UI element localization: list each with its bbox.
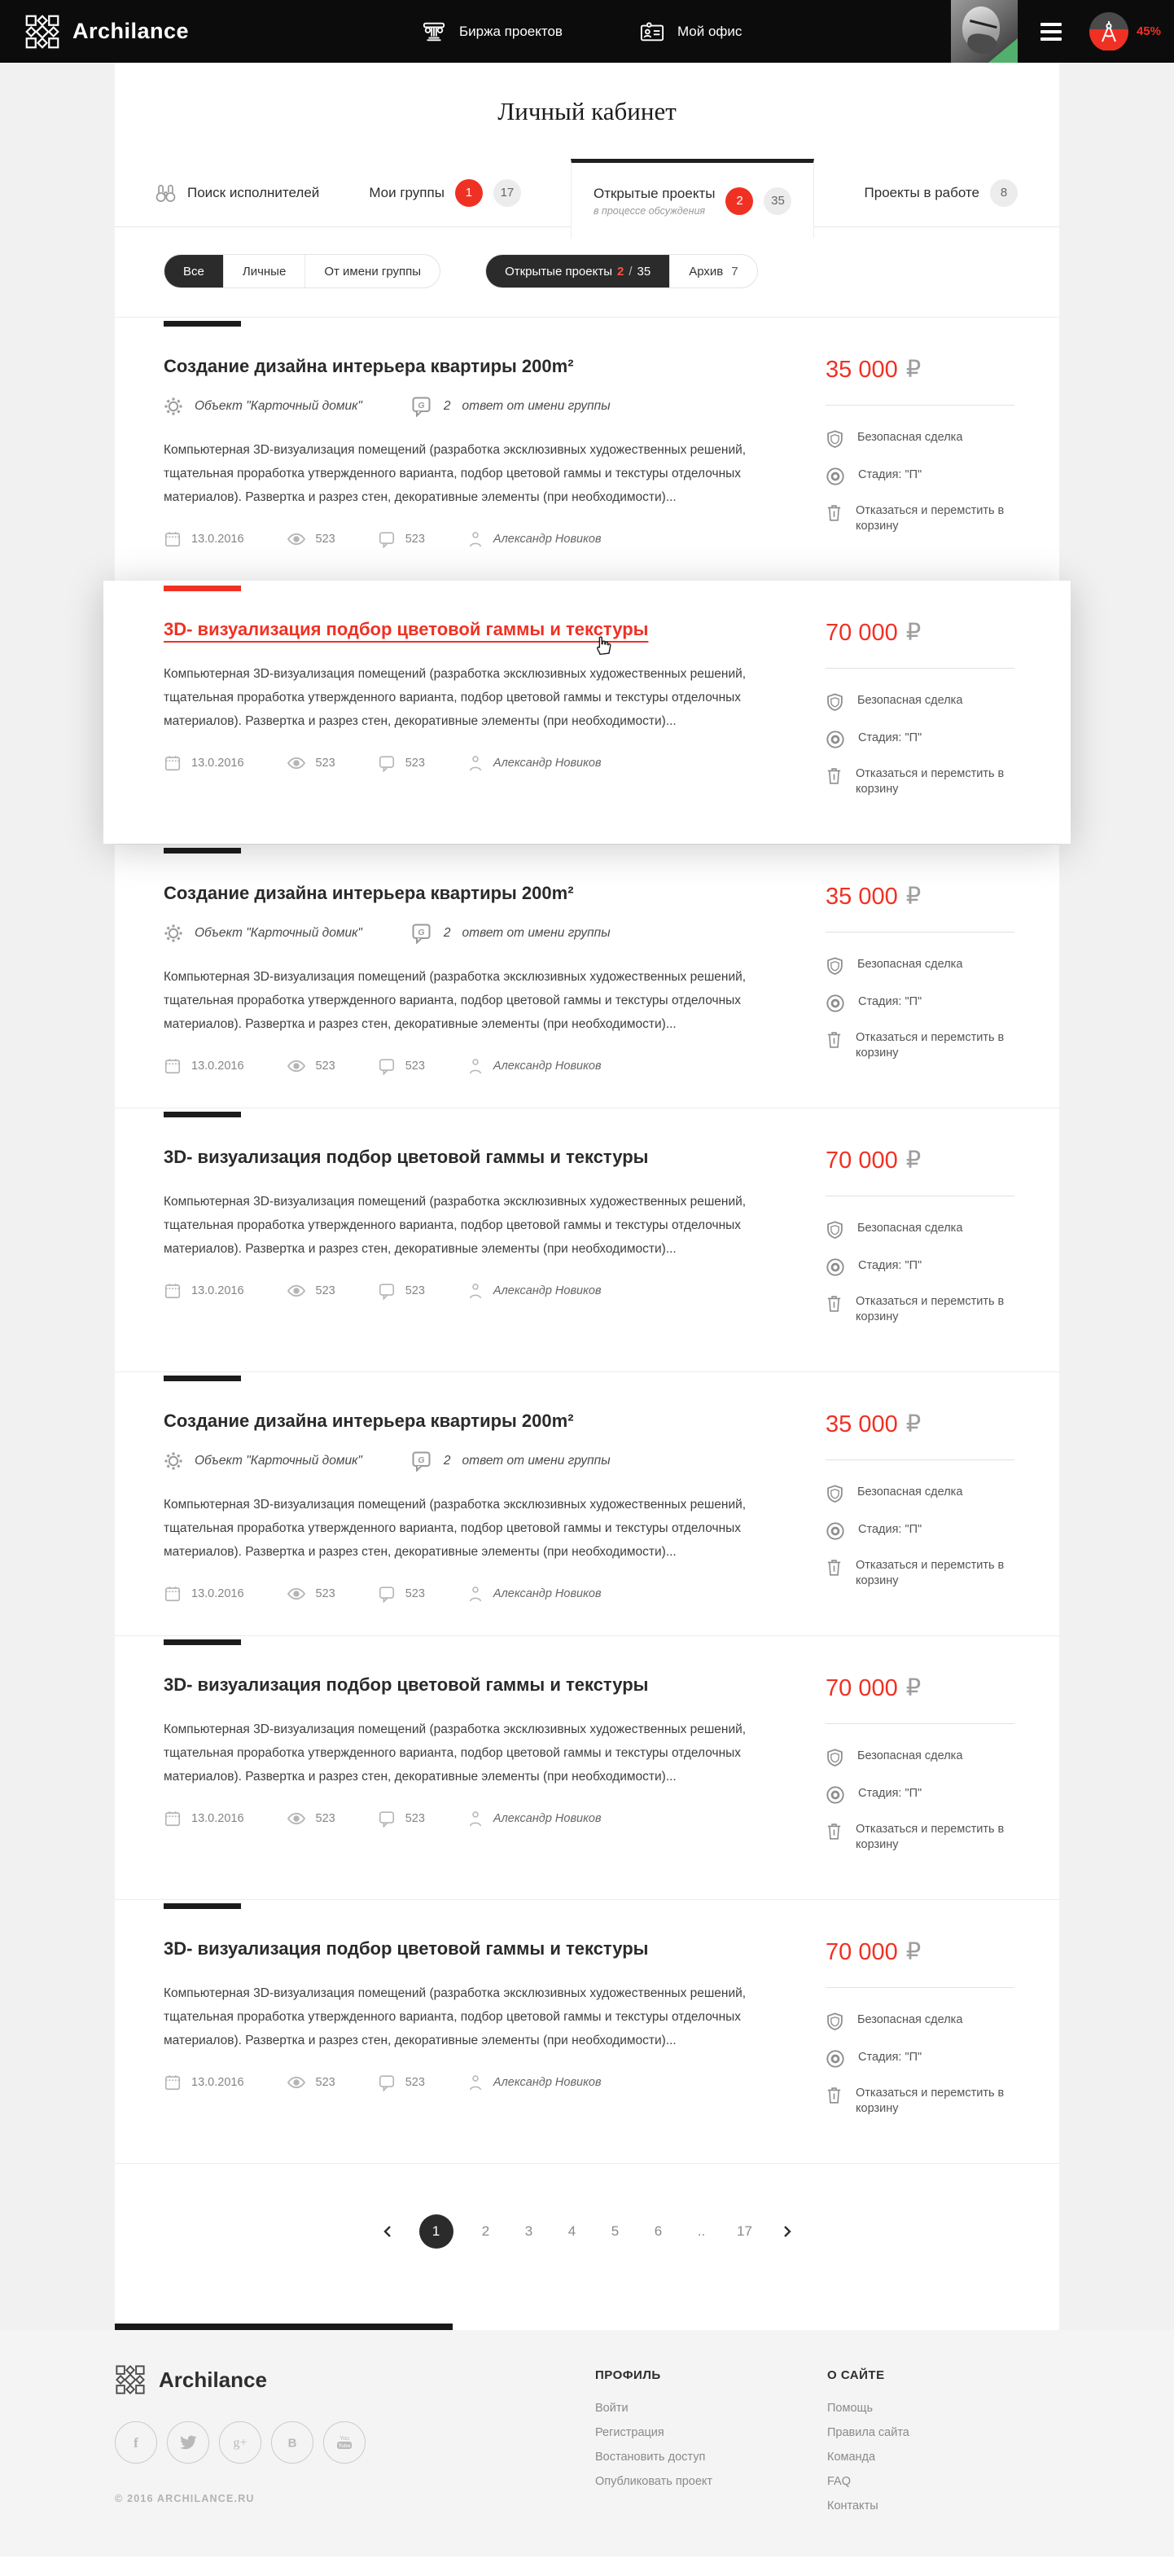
shield-icon (826, 1748, 844, 1769)
open-count-new: 2 (616, 264, 624, 279)
bank-icon (422, 20, 446, 44)
stage-target-icon (826, 467, 845, 486)
filter-all[interactable]: Все (164, 255, 223, 287)
card-meta-row (164, 396, 795, 417)
stage-target-icon (826, 730, 845, 749)
project-description: Компьютерная 3D-визуализация помещений (разработка эксклюзивных художественных решений, тщательная проработка утвержденного варианта, подбор цветовой гаммы и текстуры отделочных материалов). Развертка и разрез стен, декоративные элементы (при необходимости)... (164, 1986, 747, 2047)
project-price: 70 000 ₽ (826, 620, 922, 646)
calendar-icon (164, 1810, 182, 1828)
eye-icon (287, 756, 306, 770)
group-reply-bubble-icon (411, 923, 432, 944)
pagination-page[interactable]: 3 (524, 2223, 533, 2239)
tab-projects-in-work[interactable] (865, 179, 1018, 207)
trash-icon (826, 766, 843, 786)
calendar-icon (164, 530, 182, 548)
feature-safe-deal: Безопасная сделка (826, 957, 1014, 977)
comment-icon (378, 1810, 396, 1828)
publish-date: 13.0.2016 (164, 1282, 244, 1300)
project-title-link[interactable]: Создание дизайна интерьера квартиры 200m² (164, 1411, 574, 1431)
side-divider (826, 932, 1014, 933)
twitter-icon[interactable] (167, 2421, 209, 2464)
project-author[interactable]: Александр Новиков (467, 754, 602, 772)
comments-count[interactable]: 523 (378, 1282, 425, 1300)
project-card (103, 581, 1071, 844)
views-count: 523 (287, 532, 335, 546)
social-links (115, 2421, 595, 2464)
filter-on-behalf-of-group[interactable]: От имени группы (304, 255, 440, 287)
svg-text:В: В (287, 2436, 297, 2451)
stage-target-icon (826, 2049, 845, 2069)
project-price: 70 000 ₽ (826, 1939, 922, 1965)
calendar-icon (164, 1282, 182, 1300)
gear-icon (164, 1451, 183, 1471)
svg-text:G: G (418, 928, 425, 937)
views-count: 523 (287, 2075, 335, 2090)
top-navigation (422, 20, 742, 44)
card-footer-meta (164, 2074, 795, 2091)
open-count-total: 35 (637, 264, 651, 279)
header-right (951, 0, 1161, 63)
nav-label: Биржа проектов (459, 23, 563, 39)
archive-count: 7 (731, 264, 738, 279)
user-avatar[interactable] (951, 0, 1018, 63)
eye-icon (287, 2075, 306, 2090)
person-icon (467, 1585, 484, 1603)
person-icon (467, 1282, 484, 1300)
pagination-page[interactable]: .. (697, 2223, 706, 2239)
project-title-link[interactable]: 3D- визуализация подбор цветовой гаммы и текстуры (164, 619, 649, 639)
calendar-icon (164, 2074, 182, 2091)
project-author[interactable]: Александр Новиков (467, 1585, 602, 1603)
discard-to-trash-link[interactable]: Отказаться и перемстить в корзину (826, 1822, 1014, 1853)
card-footer-meta (164, 754, 795, 772)
ruble-sign: ₽ (905, 620, 922, 646)
trash-icon (826, 2085, 843, 2105)
feature-safe-deal: Безопасная сделка (826, 2012, 1014, 2033)
group-replies[interactable]: G 2 ответ от имени группы (411, 396, 611, 417)
tab-label: Поиск исполнителей (187, 184, 320, 200)
trash-icon (826, 502, 843, 523)
tab-search-performers[interactable] (155, 182, 319, 204)
google-plus-icon[interactable] (219, 2421, 261, 2464)
calendar-icon (164, 1585, 182, 1603)
nav-project-exchange[interactable] (422, 20, 563, 44)
profile-completion: 45% (1136, 24, 1161, 38)
project-price: 35 000 ₽ (826, 1411, 922, 1437)
ruble-sign: ₽ (905, 1675, 922, 1701)
publish-date: 13.0.2016 (164, 1585, 244, 1603)
project-card (115, 1108, 1059, 1371)
footer-link[interactable]: Контакты (827, 2499, 878, 2512)
eye-icon (287, 532, 306, 546)
ruble-sign: ₽ (905, 884, 922, 910)
eye-icon (287, 1059, 306, 1073)
person-icon (467, 1057, 484, 1075)
stage-target-icon (826, 1257, 845, 1277)
project-author[interactable]: Александр Новиков (467, 530, 602, 548)
project-title-link[interactable]: 3D- визуализация подбор цветовой гаммы и текстуры (164, 1674, 649, 1695)
card-footer-meta (164, 1282, 795, 1300)
discard-to-trash-link[interactable]: Отказаться и перемстить в корзину (826, 766, 1014, 797)
comments-count[interactable]: 523 (378, 1057, 425, 1075)
stage-target-icon (826, 994, 845, 1013)
ruble-sign: ₽ (905, 1939, 922, 1965)
card-side-panel (826, 1108, 1014, 1371)
project-author[interactable]: Александр Новиков (467, 2074, 602, 2091)
ruble-sign: ₽ (905, 1411, 922, 1437)
brand-name: Archilance (72, 19, 190, 43)
feature-stage: Стадия: "П" (826, 2050, 1014, 2069)
project-card (115, 844, 1059, 1108)
person-icon (467, 1810, 484, 1828)
publish-date: 13.0.2016 (164, 2074, 244, 2091)
card-meta-row (164, 923, 795, 944)
feature-safe-deal: Безопасная сделка (826, 1749, 1014, 1769)
ruble-sign: ₽ (905, 357, 922, 383)
project-author[interactable]: Александр Новиков (467, 1810, 602, 1828)
group-replies[interactable]: G 2 ответ от имени группы (411, 1450, 611, 1472)
brand-logo[interactable] (24, 14, 189, 50)
publish-date: 13.0.2016 (164, 1810, 244, 1828)
project-description: Компьютерная 3D-визуализация помещений (разработка эксклюзивных художественных решений, тщательная проработка утвержденного варианта, подбор цветовой гаммы и текстуры отделочных материалов). Развертка и разрез стен, декоративные элементы (при необходимости)... (164, 1195, 747, 1256)
project-price: 35 000 ₽ (826, 884, 922, 910)
chevron-right-icon[interactable] (778, 2225, 797, 2238)
tab-my-groups[interactable] (369, 179, 521, 207)
eye-icon (287, 1586, 306, 1601)
top-bar (0, 0, 1174, 63)
person-icon (467, 2074, 484, 2091)
views-count: 523 (287, 1811, 335, 1826)
project-description: Компьютерная 3D-визуализация помещений (разработка эксклюзивных художественных решений, тщательная проработка утвержденного варианта, подбор цветовой гаммы и текстуры отделочных материалов). Развертка и разрез стен, декоративные элементы (при необходимости)... (164, 1722, 747, 1784)
person-icon (467, 530, 484, 548)
footer-link[interactable]: Помощь (827, 2402, 874, 2415)
filter-open-projects[interactable]: Открытые проекты 2 / 35 (486, 255, 669, 287)
card-footer-meta (164, 1585, 795, 1603)
project-card (115, 1899, 1059, 2163)
card-footer-meta (164, 1810, 795, 1828)
footer-column-title: ПРОФИЛЬ (595, 2368, 661, 2382)
eye-icon (287, 1284, 306, 1298)
discard-to-trash-link[interactable]: Отказаться и перемстить в корзину (826, 1030, 1014, 1061)
project-author[interactable]: Александр Новиков (467, 1282, 602, 1300)
trash-icon (826, 1293, 843, 1314)
comment-icon (378, 1585, 396, 1603)
card-meta-row (164, 1450, 795, 1472)
id-badge-icon (640, 20, 664, 43)
project-card (115, 317, 1059, 581)
tab-label: Открытые проекты (593, 185, 716, 201)
badge-total: 35 (764, 187, 791, 215)
project-card (115, 1635, 1059, 1899)
trash-icon (826, 1029, 843, 1050)
views-count: 523 (287, 1059, 335, 1073)
group-reply-bubble-icon (411, 1450, 432, 1472)
feature-stage: Стадия: "П" (826, 1522, 1014, 1541)
trash-icon (826, 1821, 843, 1841)
svg-text:g+: g+ (233, 2436, 248, 2450)
archilance-logo-icon (24, 14, 60, 50)
project-title-link[interactable]: Создание дизайна интерьера квартиры 200m² (164, 356, 574, 376)
comment-icon (378, 754, 396, 772)
discard-to-trash-link[interactable]: Отказаться и перемстить в корзину (826, 503, 1014, 534)
project-price: 35 000 ₽ (826, 357, 922, 383)
bottom-strip (0, 2556, 1174, 2576)
content-end-bar (115, 2324, 453, 2330)
badge-total: 8 (990, 179, 1018, 207)
card-side-panel (826, 1900, 1014, 2163)
discard-to-trash-link[interactable]: Отказаться и перемстить в корзину (826, 1294, 1014, 1325)
filter-personal[interactable]: Личные (223, 255, 304, 287)
shield-icon (826, 2012, 844, 2033)
feature-stage: Стадия: "П" (826, 467, 1014, 486)
side-divider (826, 668, 1014, 669)
side-divider (826, 405, 1014, 406)
project-title-link[interactable]: 3D- визуализация подбор цветовой гаммы и текстуры (164, 1147, 649, 1167)
tab-label: Проекты в работе (864, 184, 979, 200)
copyright: © 2016 ARCHILANCE.RU (115, 2493, 255, 2504)
shield-icon (826, 692, 844, 713)
feature-safe-deal: Безопасная сделка (826, 1485, 1014, 1505)
publish-date: 13.0.2016 (164, 754, 244, 772)
card-side-panel (826, 845, 1014, 1108)
pagination-page[interactable]: 1 (419, 2214, 453, 2249)
tab-bar (115, 159, 1059, 227)
project-description: Компьютерная 3D-визуализация помещений (разработка эксклюзивных художественных решений, тщательная проработка утвержденного варианта, подбор цветовой гаммы и текстуры отделочных материалов). Развертка и разрез стен, декоративные элементы (при необходимости)... (164, 1498, 747, 1559)
feature-stage: Стадия: "П" (826, 994, 1014, 1013)
feature-stage: Стадия: "П" (826, 1258, 1014, 1277)
group-reply-bubble-icon (411, 396, 432, 417)
card-footer-meta (164, 1057, 795, 1075)
comments-count[interactable]: 523 (378, 1585, 425, 1603)
card-side-panel (826, 318, 1014, 581)
person-icon (467, 754, 484, 772)
discard-to-trash-link[interactable]: Отказаться и перемстить в корзину (826, 2086, 1014, 2117)
calendar-icon (164, 754, 182, 772)
svg-text:You: You (339, 2436, 349, 2442)
feature-safe-deal: Безопасная сделка (826, 430, 1014, 450)
menu-icon[interactable] (1040, 23, 1062, 41)
tab-open-projects[interactable] (571, 159, 815, 239)
gear-icon (164, 924, 183, 943)
comments-count[interactable]: 523 (378, 1810, 425, 1828)
card-side-panel (826, 1372, 1014, 1635)
footer-link[interactable]: Опубликовать проект (595, 2475, 713, 2488)
footer-column-profile (595, 2364, 827, 2524)
comment-icon (378, 1282, 396, 1300)
ruble-sign: ₽ (905, 1148, 922, 1174)
views-count: 523 (287, 756, 335, 770)
footer-link[interactable]: FAQ (827, 2475, 852, 2488)
tab-subtitle: в процессе обсуждения (593, 204, 706, 217)
comments-count[interactable]: 523 (378, 754, 425, 772)
gear-icon (164, 397, 183, 416)
feature-safe-deal: Безопасная сделка (826, 1221, 1014, 1241)
footer-link[interactable]: Правила сайта (827, 2426, 909, 2439)
footer-column-about (827, 2364, 1059, 2524)
footer-brand-name: Archilance (159, 2367, 267, 2392)
pagination-page[interactable]: 6 (654, 2223, 663, 2239)
publish-date: 13.0.2016 (164, 530, 244, 548)
card-side-panel (826, 1636, 1014, 1899)
nav-my-office[interactable] (640, 20, 742, 44)
footer-link[interactable]: Войти (595, 2402, 629, 2415)
shield-icon (826, 956, 844, 977)
side-divider (826, 1723, 1014, 1724)
comment-icon (378, 2074, 396, 2091)
svg-text:Tube: Tube (338, 2443, 351, 2449)
views-count: 523 (287, 1586, 335, 1601)
badge-new: 1 (455, 179, 483, 207)
footer (0, 2330, 1174, 2556)
filter-scope-group (164, 254, 440, 288)
comment-icon (378, 530, 396, 548)
pagination-page[interactable]: 5 (611, 2223, 620, 2239)
side-divider (826, 1459, 1014, 1460)
project-object: Объект "Карточный домик" (164, 924, 362, 943)
group-replies[interactable]: G 2 ответ от имени группы (411, 923, 611, 944)
comments-count[interactable]: 523 (378, 530, 425, 548)
eye-icon (287, 1811, 306, 1826)
cursor-pointer-icon (592, 633, 613, 656)
badge-total: 17 (493, 179, 521, 207)
project-price: 70 000 ₽ (826, 1675, 922, 1701)
trash-icon (826, 1557, 843, 1578)
content-container (115, 63, 1059, 2330)
page-title: Личный кабинет (497, 97, 677, 125)
footer-link[interactable]: Регистрация (595, 2426, 664, 2439)
pagination-page[interactable]: 17 (737, 2223, 752, 2239)
binoculars-icon (155, 182, 177, 204)
vk-icon[interactable] (271, 2421, 313, 2464)
calendar-icon (164, 1057, 182, 1075)
page-background (0, 63, 1174, 2576)
archilance-logo-icon (115, 2364, 146, 2395)
nav-label: Мой офис (677, 23, 743, 39)
footer-link[interactable]: Востановить доступ (595, 2451, 706, 2464)
chevron-left-icon[interactable] (378, 2225, 397, 2238)
youtube-icon[interactable] (323, 2421, 366, 2464)
facebook-icon[interactable] (115, 2421, 157, 2464)
project-author[interactable]: Александр Новиков (467, 1057, 602, 1075)
shield-icon (826, 1220, 844, 1241)
project-list (115, 317, 1059, 2163)
footer-link[interactable]: Команда (827, 2451, 876, 2464)
publish-date: 13.0.2016 (164, 1057, 244, 1075)
footer-column-title: О САЙТЕ (827, 2368, 885, 2382)
feature-stage: Стадия: "П" (826, 1786, 1014, 1805)
project-price: 70 000 ₽ (826, 1148, 922, 1174)
feature-stage: Стадия: "П" (826, 731, 1014, 749)
project-object: Объект "Карточный домик" (164, 1451, 362, 1471)
tab-label: Мои группы (369, 184, 445, 200)
svg-text:G: G (418, 401, 425, 410)
discard-to-trash-link[interactable]: Отказаться и перемстить в корзину (826, 1558, 1014, 1589)
stage-target-icon (826, 1785, 845, 1805)
feature-safe-deal: Безопасная сделка (826, 693, 1014, 713)
project-description: Компьютерная 3D-визуализация помещений (разработка эксклюзивных художественных решений, тщательная проработка утвержденного варианта, подбор цветовой гаммы и текстуры отделочных материалов). Развертка и разрез стен, декоративные элементы (при необходимости)... (164, 667, 747, 728)
project-description: Компьютерная 3D-визуализация помещений (разработка эксклюзивных художественных решений, тщательная проработка утвержденного варианта, подбор цветовой гаммы и текстуры отделочных материалов). Развертка и разрез стен, декоративные элементы (при необходимости)... (164, 970, 747, 1031)
card-footer-meta (164, 530, 795, 548)
stage-target-icon (826, 1521, 845, 1541)
badge-new: 2 (725, 187, 753, 215)
comments-count[interactable]: 523 (378, 2074, 425, 2091)
filter-archive[interactable]: Архив 7 (669, 255, 756, 287)
pagination-page[interactable]: 2 (481, 2223, 490, 2239)
project-card (115, 1371, 1059, 1635)
side-divider (826, 1987, 1014, 1988)
profile-progress-badge[interactable] (1089, 12, 1128, 51)
pagination-page[interactable]: 4 (567, 2223, 576, 2239)
project-description: Компьютерная 3D-визуализация помещений (разработка эксклюзивных художественных решений, тщательная проработка утвержденного варианта, подбор цветовой гаммы и текстуры отделочных материалов). Развертка и разрез стен, декоративные элементы (при необходимости)... (164, 443, 747, 504)
views-count: 523 (287, 1284, 335, 1298)
pagination (115, 2163, 1059, 2324)
shield-icon (826, 1484, 844, 1505)
filter-state-group (485, 254, 758, 288)
project-title-link[interactable]: 3D- визуализация подбор цветовой гаммы и текстуры (164, 1938, 649, 1959)
filter-bar (115, 227, 1059, 317)
svg-text:G: G (418, 1455, 425, 1465)
pagination-pages (419, 2214, 756, 2249)
svg-text:f: f (134, 2435, 138, 2451)
project-object: Объект "Карточный домик" (164, 397, 362, 416)
card-side-panel (826, 581, 1014, 844)
project-title-link[interactable]: Создание дизайна интерьера квартиры 200m² (164, 883, 574, 903)
compass-icon (1098, 20, 1119, 44)
shield-icon (826, 429, 844, 450)
footer-brand[interactable] (115, 2364, 595, 2395)
comment-icon (378, 1057, 396, 1075)
